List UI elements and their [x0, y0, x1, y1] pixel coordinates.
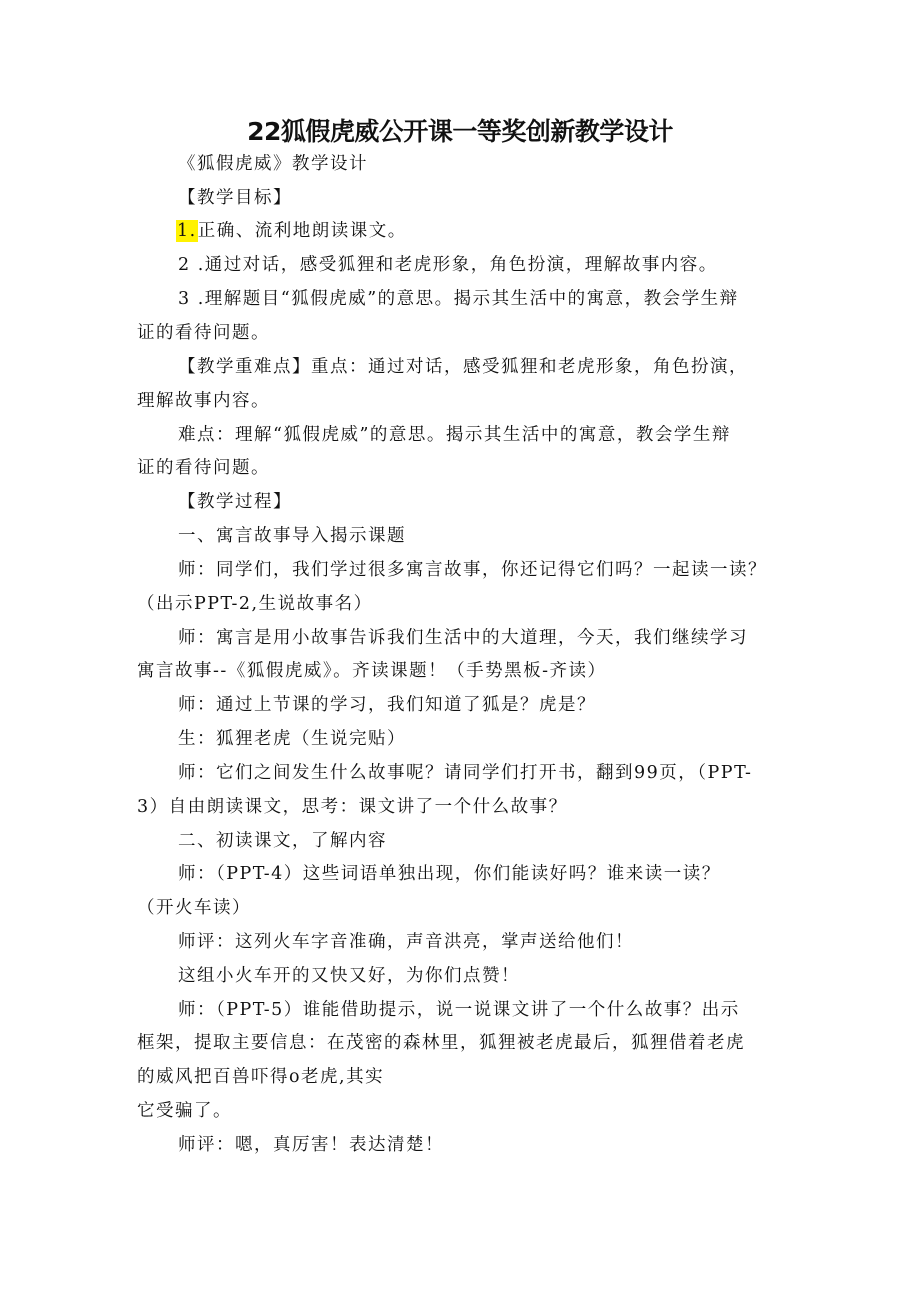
- section-heading-objectives: 【教学目标】: [178, 188, 292, 208]
- paragraph-line: 这组小火车开的又快又好，为你们点赞！: [178, 966, 520, 986]
- paragraph-line: （出示PPT-2,生说故事名）: [137, 594, 373, 614]
- paragraph-line: 师：它们之间发生什么故事呢？请同学们打开书，翻到99页，（PPT-: [178, 763, 753, 783]
- document-title: 22狐假虎威公开课一等奖创新教学设计: [247, 117, 673, 146]
- highlighted-number: 1.: [177, 221, 197, 241]
- paragraph-line: 寓言故事--《狐假虎威》。齐读课题！（手势黑板-齐读）: [137, 661, 607, 681]
- paragraph-line: 框架，提取主要信息：在茂密的森林里，狐狸被老虎最后，狐狸借着老虎: [137, 1033, 745, 1053]
- paragraph-line: 生：狐狸老虎（生说完贴）: [178, 729, 406, 749]
- paragraph-line: （开火车读）: [137, 898, 251, 918]
- objective-2: 2 .通过对话，感受狐狸和老虎形象，角色扮演，理解故事内容。: [178, 255, 718, 275]
- objective-3-cont: 证的看待问题。: [137, 323, 270, 343]
- paragraph-line: 师：通过上节课的学习，我们知道了狐是？虎是？: [178, 695, 596, 715]
- paragraph-line: 师：寓言是用小故事告诉我们生活中的大道理，今天，我们继续学习: [178, 628, 748, 648]
- paragraph-line: 的威风把百兽吓得o老虎,其实: [137, 1067, 385, 1087]
- paragraph-line: 师：（PPT-4）这些词语单独出现，你们能读好吗？谁来读一读？: [178, 864, 721, 884]
- part-1-heading: 一、寓言故事导入揭示课题: [178, 526, 406, 546]
- paragraph-line: 它受骗了。: [137, 1101, 232, 1121]
- paragraph-line: 师评：嗯，真厉害！表达清楚！: [178, 1135, 444, 1155]
- objective-3: 3 .理解题目“狐假虎威”的意思。揭示其生活中的寓意，教会学生辩: [178, 289, 739, 309]
- paragraph-line: 师：（PPT-5）谁能借助提示，说一说课文讲了一个什么故事？出示: [178, 1000, 740, 1020]
- subtitle-line: 《狐假虎威》教学设计: [178, 154, 368, 174]
- section-heading-process: 【教学过程】: [178, 492, 292, 512]
- section-heading-key-points: 【教学重难点】重点：通过对话，感受狐狸和老虎形象，角色扮演，: [178, 357, 748, 377]
- part-2-heading: 二、初读课文，了解内容: [178, 831, 387, 851]
- difficulty-line: 难点：理解“狐假虎威”的意思。揭示其生活中的寓意，教会学生辩: [178, 425, 731, 445]
- difficulty-cont: 证的看待问题。: [137, 458, 270, 478]
- objective-1-text: 正确、流利地朗读课文。: [197, 221, 407, 241]
- key-points-cont: 理解故事内容。: [137, 391, 270, 411]
- paragraph-line: 师评：这列火车字音准确，声音洪亮，掌声送给他们！: [178, 932, 634, 952]
- paragraph-line: 3）自由朗读课文，思考：课文讲了一个什么故事？: [137, 797, 568, 817]
- objective-1: [176, 219, 407, 243]
- paragraph-line: 师：同学们，我们学过很多寓言故事，你还记得它们吗？一起读一读？: [178, 560, 767, 580]
